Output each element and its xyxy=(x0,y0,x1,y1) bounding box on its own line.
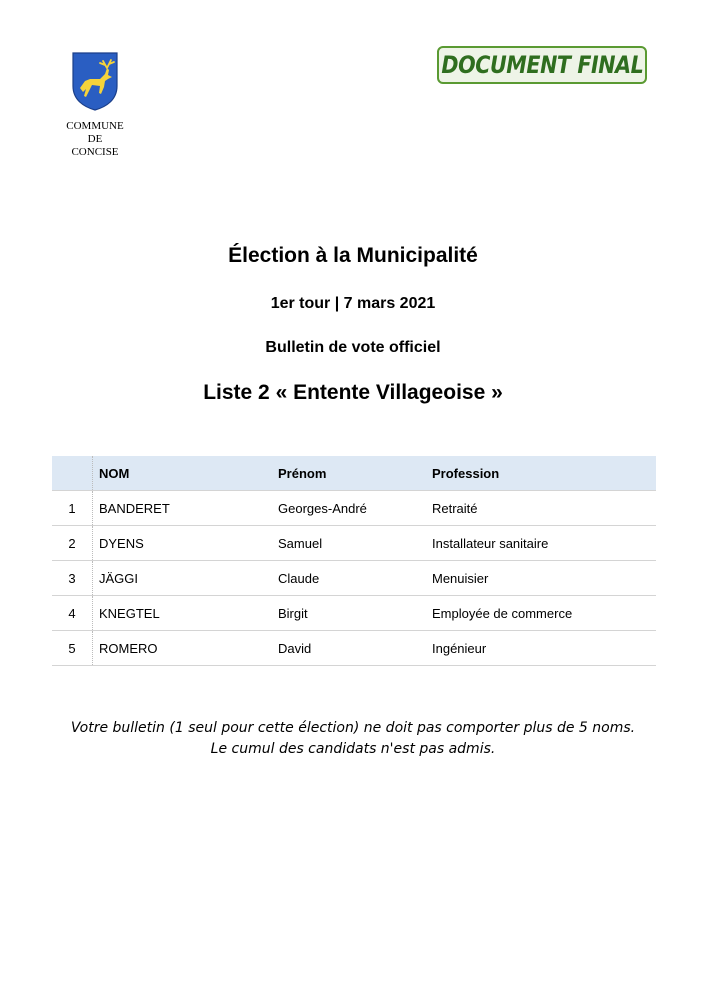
column-header-prenom: Prénom xyxy=(272,456,426,491)
candidate-profession: Ingénieur xyxy=(426,631,656,666)
instruction-line-2: Le cumul des candidats n'est pas admis. xyxy=(210,741,496,757)
candidate-number: 5 xyxy=(52,631,93,666)
table-header-row xyxy=(52,456,656,491)
document-final-stamp xyxy=(437,46,647,84)
list-name: Liste 2 « Entente Villageoise » xyxy=(203,381,503,404)
table-row xyxy=(52,561,656,596)
candidate-nom: DYENS xyxy=(93,526,273,561)
candidate-profession: Employée de commerce xyxy=(426,596,656,631)
election-round-date: 1er tour | 7 mars 2021 xyxy=(270,295,436,312)
candidate-number: 2 xyxy=(52,526,93,561)
commune-logo xyxy=(56,50,134,159)
candidate-nom: BANDERET xyxy=(93,491,273,526)
ballot-instructions xyxy=(0,718,706,760)
candidate-number: 4 xyxy=(52,596,93,631)
table-row xyxy=(52,596,656,631)
candidate-profession: Menuisier xyxy=(426,561,656,596)
column-header-profession: Profession xyxy=(426,456,656,491)
instruction-line-1: Votre bulletin (1 seul pour cette élection) ne doit pas comporter plus de 5 noms. xyxy=(70,720,636,736)
candidate-profession: Installateur sanitaire xyxy=(426,526,656,561)
candidate-prenom: David xyxy=(272,631,426,666)
stamp-label: DOCUMENT FINAL xyxy=(441,51,643,79)
candidate-prenom: Claude xyxy=(272,561,426,596)
candidate-nom: KNEGTEL xyxy=(93,596,273,631)
candidate-prenom: Georges-André xyxy=(272,491,426,526)
candidate-nom: JÄGGI xyxy=(93,561,273,596)
table-row xyxy=(52,631,656,666)
election-title: Élection à la Municipalité xyxy=(228,244,478,267)
candidate-number: 1 xyxy=(52,491,93,526)
candidate-number: 3 xyxy=(52,561,93,596)
candidate-prenom: Birgit xyxy=(272,596,426,631)
table-row xyxy=(52,491,656,526)
commune-name: COMMUNE DE CONCISE xyxy=(66,120,124,158)
candidate-profession: Retraité xyxy=(426,491,656,526)
candidate-nom: ROMERO xyxy=(93,631,273,666)
column-header-nom: NOM xyxy=(93,456,273,491)
ballot-subtitle: Bulletin de vote officiel xyxy=(265,339,441,356)
candidate-prenom: Samuel xyxy=(272,526,426,561)
candidates-table xyxy=(52,456,656,666)
column-header-number xyxy=(52,456,93,491)
table-row xyxy=(52,526,656,561)
stag-crest-icon xyxy=(70,50,120,112)
